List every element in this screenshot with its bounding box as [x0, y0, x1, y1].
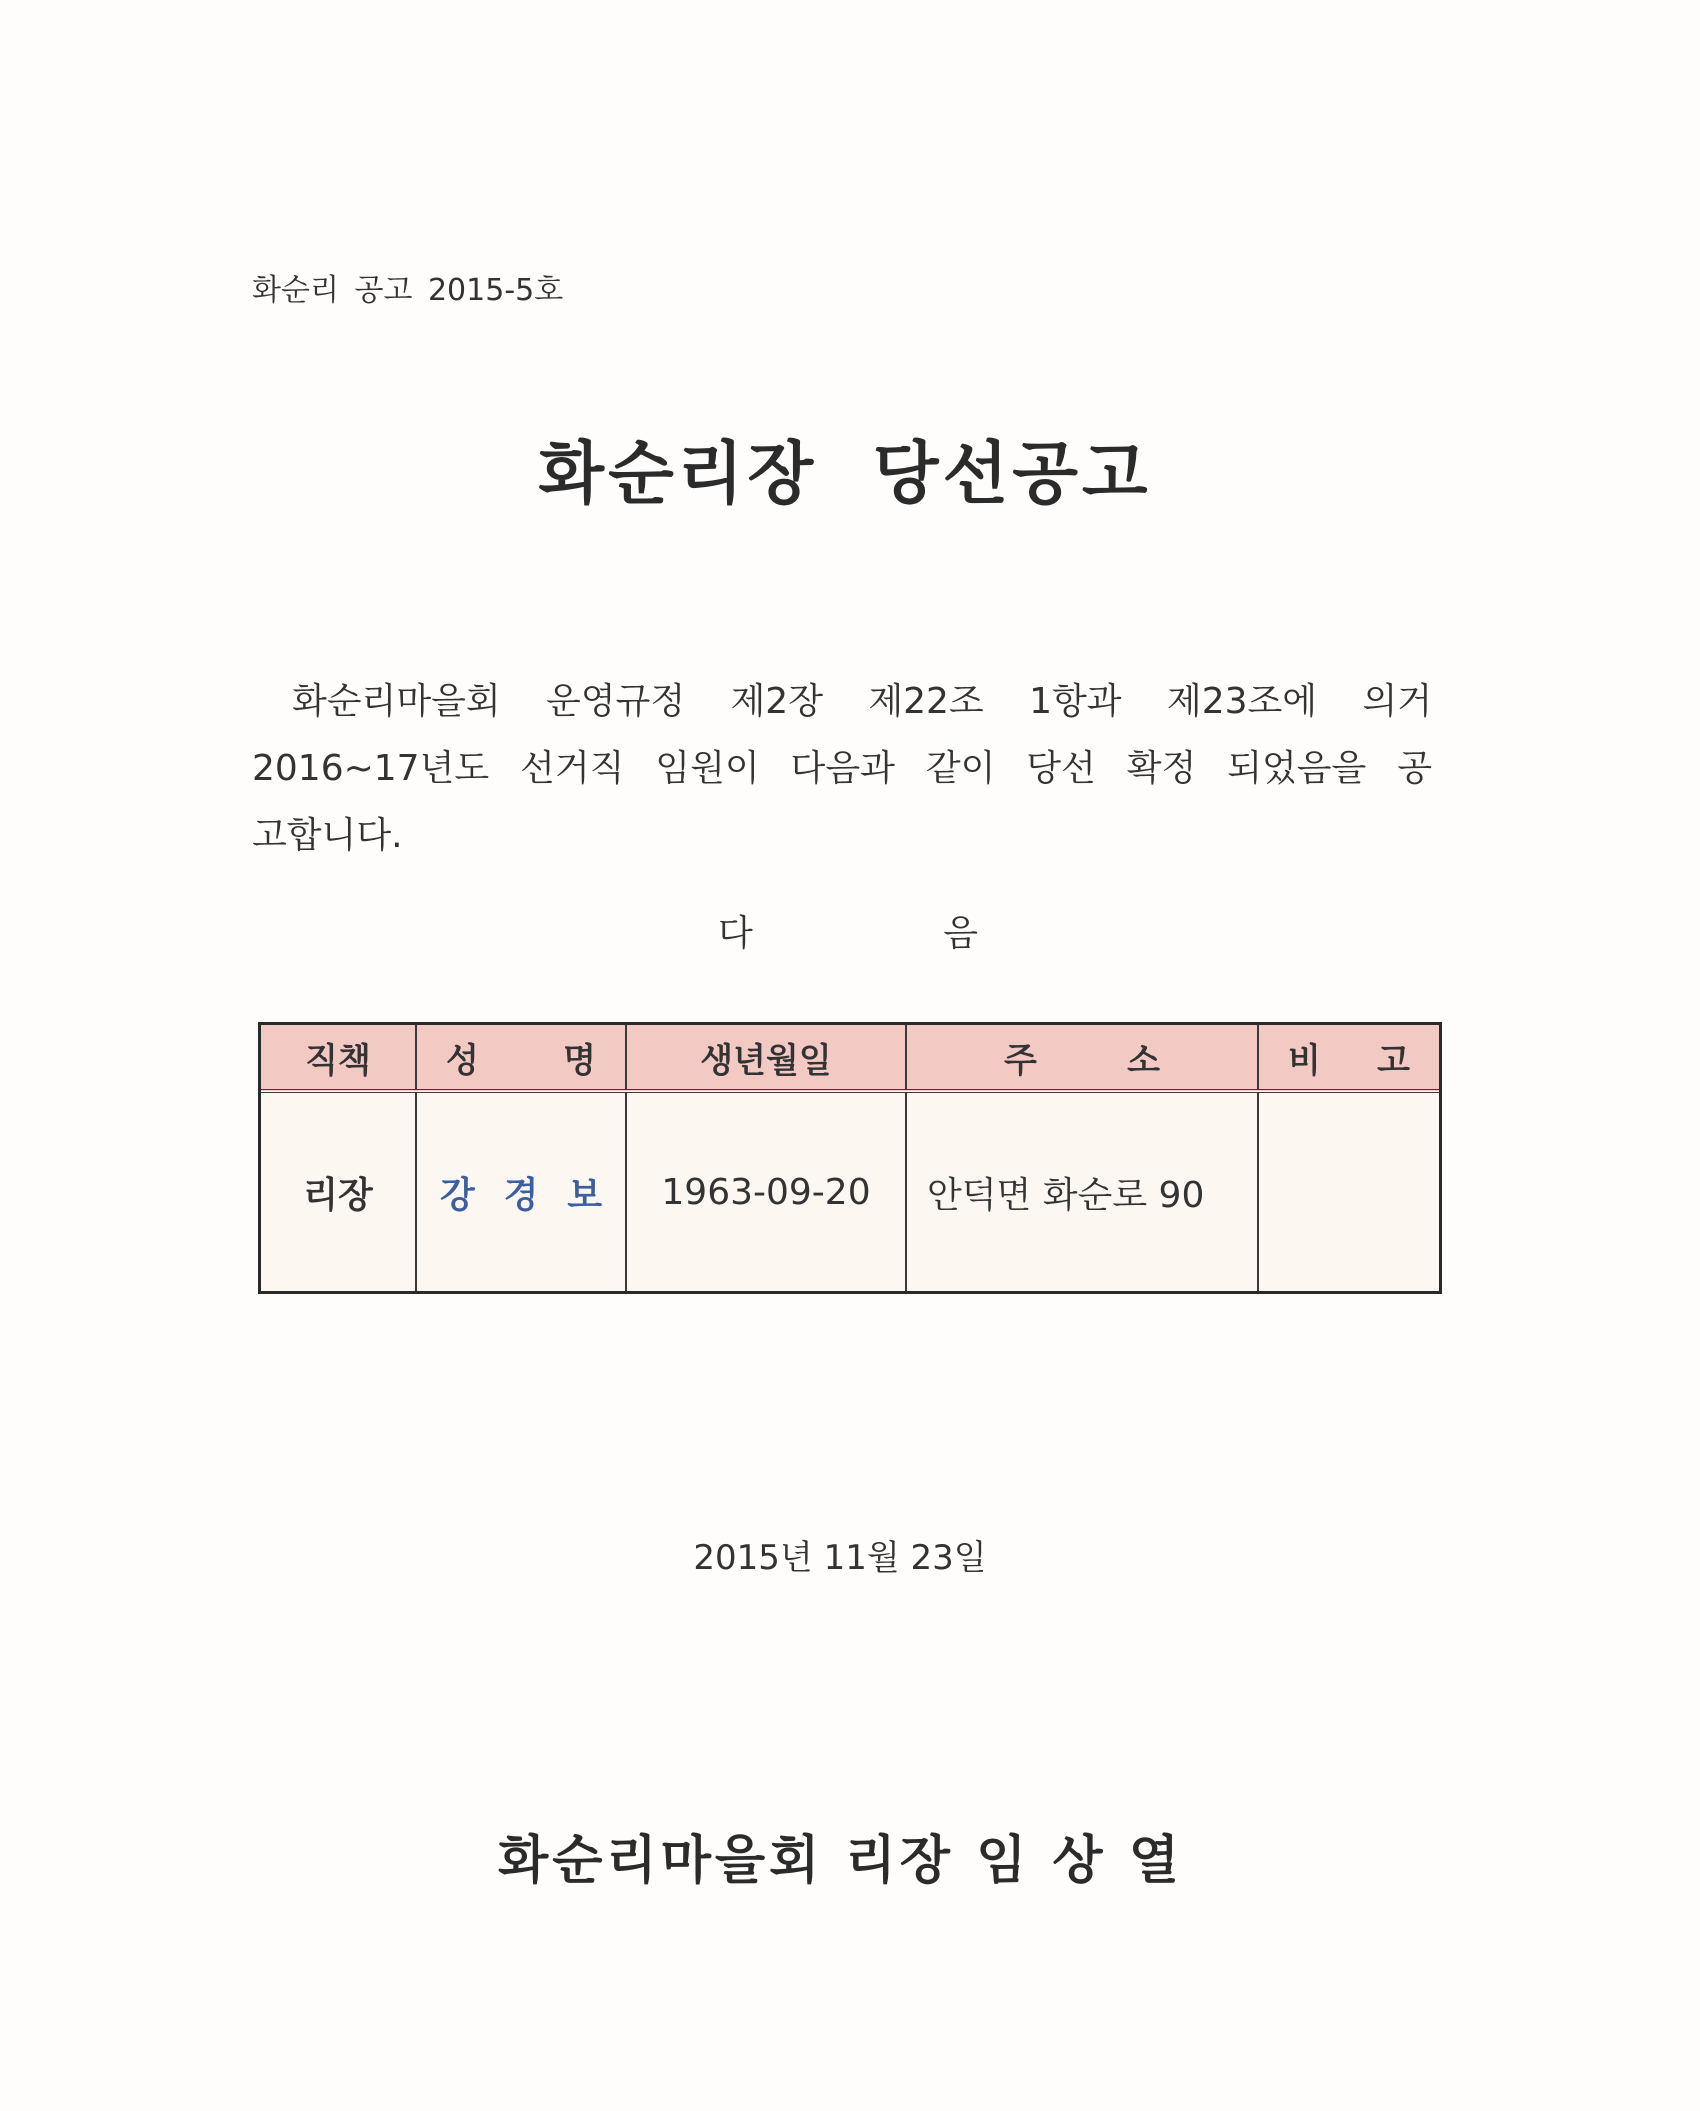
- cell-remarks: [1258, 1091, 1439, 1291]
- notice-number: 화순리 공고 2015-5호: [252, 273, 564, 308]
- elected-table: [258, 1022, 1442, 1294]
- header-address: 주 소: [906, 1025, 1258, 1091]
- header-position: 직책: [261, 1025, 416, 1091]
- body-line: 2016~17년도 선거직 임원이 다음과 같이 당선 확정 되었음을 공: [252, 748, 1432, 789]
- header-name: 성 명: [416, 1025, 626, 1091]
- follows-char: 다: [718, 913, 753, 954]
- cell-birth-date: 1963-09-20: [626, 1091, 906, 1291]
- issuer-signature-line: 화순리마을회 리장 임 상 열: [498, 1831, 1183, 1891]
- body-line: 고합니다.: [252, 815, 403, 856]
- header-birth-date: 생년월일: [626, 1025, 906, 1091]
- notice-date: 2015년 11월 23일: [693, 1538, 987, 1578]
- cell-position: 리장: [261, 1091, 416, 1291]
- page-title: 화순리장 당선공고: [538, 435, 1152, 514]
- cell-address: 안덕면 화순로 90: [906, 1091, 1258, 1291]
- follows-char: 음: [943, 913, 978, 954]
- table-header-row: [261, 1025, 1439, 1091]
- follows-heading: [718, 905, 978, 956]
- table-row: [261, 1091, 1439, 1291]
- body-paragraph: [252, 668, 1432, 869]
- cell-name: 강 경 보: [416, 1091, 626, 1291]
- header-remarks: 비 고: [1258, 1025, 1439, 1091]
- body-line: 화순리마을회 운영규정 제2장 제22조 1항과 제23조에 의거: [292, 681, 1432, 722]
